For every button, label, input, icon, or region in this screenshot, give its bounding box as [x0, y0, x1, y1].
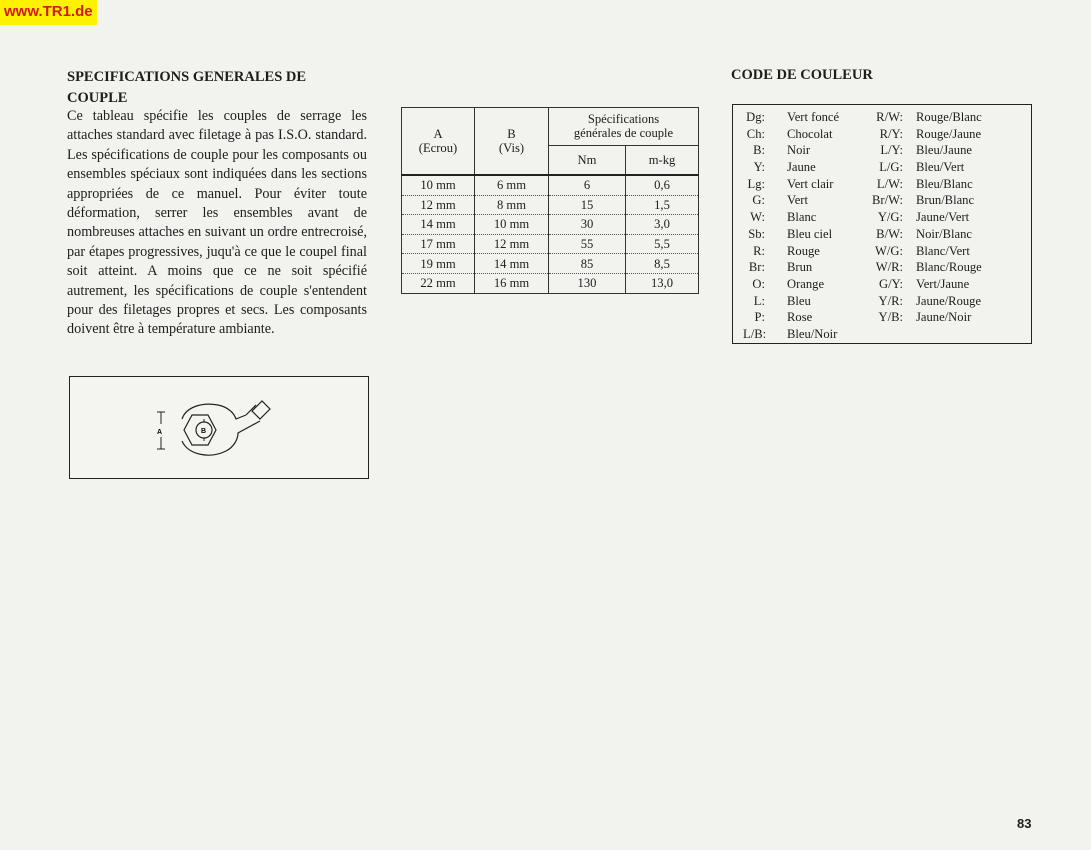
table-cell: 6 — [549, 175, 626, 195]
table-cell: 10 mm — [475, 215, 549, 235]
color-entry: Y/R: Jaune/Rouge — [878, 293, 982, 308]
color-entry: B/W: Noir/Blanc — [876, 226, 972, 241]
table-cell: 6 mm — [475, 175, 549, 195]
color-entry: Lg: Vert clair — [747, 176, 834, 191]
wrench-illustration — [70, 377, 368, 478]
color-entry: R/W: Rouge/Blanc — [876, 110, 982, 124]
color-entry: Y/G: Jaune/Vert — [877, 210, 970, 225]
table-cell: 17 mm — [402, 234, 475, 254]
color-code-list-left — [743, 109, 839, 343]
torque-table — [401, 107, 699, 294]
table-cell: 12 mm — [475, 234, 549, 254]
table-row — [402, 175, 699, 195]
table-row — [402, 273, 699, 293]
torque-spec-title: SPECIFICATIONS GENERALES DE COUPLE — [67, 69, 307, 106]
table-cell: 8,5 — [626, 254, 699, 274]
color-entry: Y: Jaune — [753, 160, 816, 175]
color-entry: W/G: Blanc/Vert — [875, 243, 970, 258]
color-entry: L/G: Bleu/Vert — [879, 160, 965, 175]
spec-header: Spécifications générales de couple — [549, 108, 699, 146]
color-entry: Y/B: Jaune/Noir — [878, 310, 972, 325]
table-cell: 55 — [549, 234, 626, 254]
table-cell: 14 mm — [402, 215, 475, 235]
color-entry: Dg: Vert foncé — [746, 110, 840, 124]
table-cell: 30 — [549, 215, 626, 235]
table-cell: 13,0 — [626, 273, 699, 293]
table-cell: 22 mm — [402, 273, 475, 293]
table-cell: 3,0 — [626, 215, 699, 235]
table-row — [402, 215, 699, 235]
dimension-a-label: A — [157, 429, 163, 436]
color-entry: R/Y: Rouge/Jaune — [879, 126, 982, 141]
color-code-list-right — [869, 109, 982, 326]
color-entry: R: Rouge — [753, 243, 820, 258]
table-cell: 1,5 — [626, 195, 699, 215]
color-entry: G: Vert — [752, 193, 808, 208]
color-entry: W/R: Blanc/Rouge — [875, 260, 982, 275]
color-entry: O: Orange — [752, 276, 825, 291]
table-cell: 14 mm — [475, 254, 549, 274]
color-entry: Ch: Chocolat — [746, 126, 833, 141]
torque-spec-paragraph: Ce tableau spécifie les couples de serrage les attaches standard avec filetage à pas I.S.O. standard. Les spécifications de couple pour les composants ou ensembles spéciaux sont indiquées dans les sections appropriées de ce manuel. Pour éviter toute déformation, serrer les ensembles avant de nombreuses attaches en suivant un ordre entrecroisé, par étapes progressives, juqu'à ce que le coupel final soit atteint. A moins que ce ne soit spécifié autrement, les spécifications de couple s'entendent pour des filetages propres et secs. Les composants doivent être à température ambiante. — [67, 108, 367, 338]
color-entry: L/W: Bleu/Blanc — [876, 176, 973, 191]
table-cell: 12 mm — [402, 195, 475, 215]
color-code-title: CODE DE COULEUR — [731, 67, 873, 83]
wrench-diagram — [69, 376, 369, 479]
table-cell: 10 mm — [402, 175, 475, 195]
page-number: 83 — [1017, 816, 1032, 831]
table-cell: 8 mm — [475, 195, 549, 215]
color-entry: G/Y: Vert/Jaune — [878, 276, 970, 291]
color-entry: Br/W: Brun/Blanc — [871, 193, 975, 208]
table-cell: 5,5 — [626, 234, 699, 254]
color-entry: Sb: Bleu ciel — [748, 226, 833, 241]
color-entry: L/B: Bleu/Noir — [743, 326, 838, 341]
table-cell: 19 mm — [402, 254, 475, 274]
color-code-box — [732, 104, 1032, 344]
table-cell: 130 — [549, 273, 626, 293]
col-b-header: B (Vis) — [475, 108, 549, 176]
col-mkg-header: m-kg — [626, 145, 699, 175]
table-cell: 15 — [549, 195, 626, 215]
color-entry: B: Noir — [753, 143, 811, 158]
table-cell: 0,6 — [626, 175, 699, 195]
table-row — [402, 234, 699, 254]
color-entry: L: Bleu — [753, 293, 811, 308]
col-nm-header: Nm — [549, 145, 626, 175]
color-entry: L/Y: Bleu/Jaune — [880, 143, 972, 158]
dimension-b-label: B — [201, 428, 207, 435]
color-entry: Br: Brun — [748, 260, 813, 275]
table-cell: 16 mm — [475, 273, 549, 293]
col-a-header: A (Ecrou) — [402, 108, 475, 176]
table-cell: 85 — [549, 254, 626, 274]
watermark-logo: www.TR1.de — [0, 0, 97, 25]
table-row — [402, 254, 699, 274]
color-entry: W: Blanc — [750, 210, 817, 225]
color-entry: P: Rose — [754, 310, 813, 325]
table-row — [402, 195, 699, 215]
